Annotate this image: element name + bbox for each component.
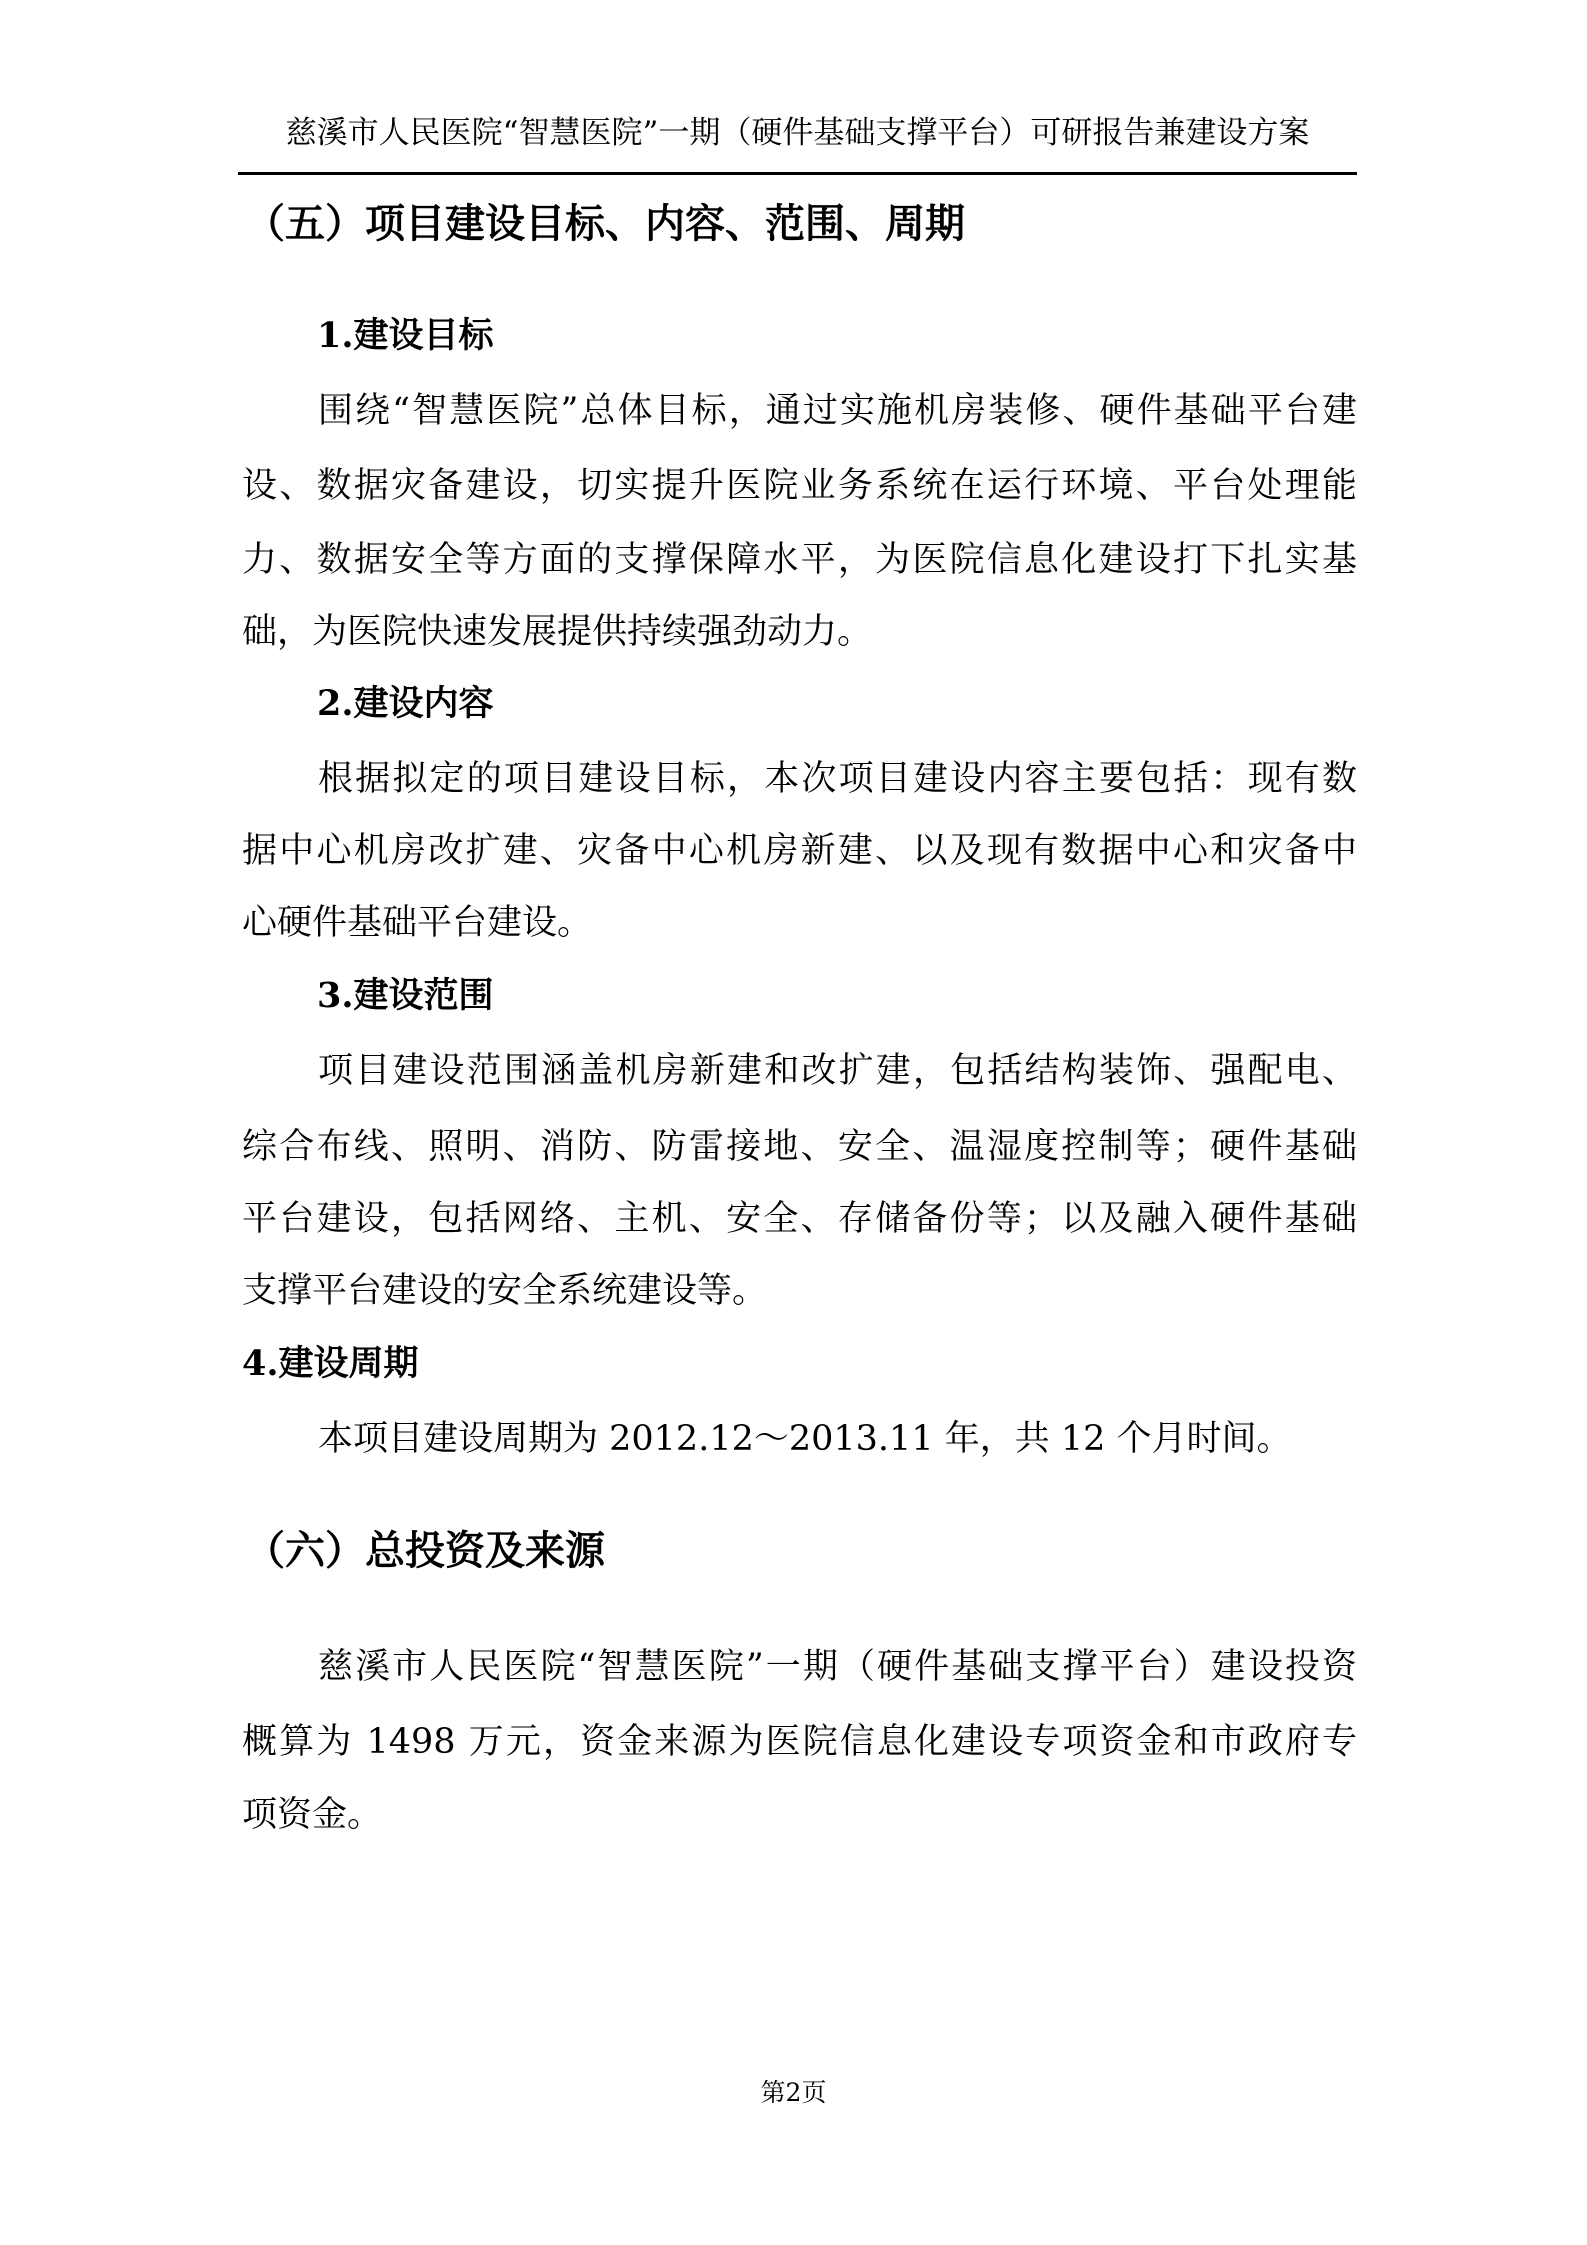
paragraph-line: 慈溪市人民医院“智慧医院”一期（硬件基础支撑平台）建设投资	[318, 1647, 1357, 1687]
page-header: 慈溪市人民医院“智慧医院”一期（硬件基础支撑平台）可研报告兼建设方案	[285, 115, 1310, 151]
section-heading-6: （六）总投资及来源	[245, 1527, 605, 1574]
paragraph-line: 平台建设，包括网络、主机、安全、存储备份等；以及融入硬件基础	[242, 1199, 1357, 1239]
paragraph-line: 支撑平台建设的安全系统建设等。	[242, 1271, 768, 1311]
section-heading-5: （五）项目建设目标、内容、范围、周期	[245, 200, 965, 247]
paragraph-line: 设、数据灾备建设，切实提升医院业务系统在运行环境、平台处理能	[242, 466, 1357, 506]
paragraph-line: 根据拟定的项目建设目标，本次项目建设内容主要包括：现有数	[318, 759, 1357, 799]
paragraph-line: 项目建设范围涵盖机房新建和改扩建，包括结构装饰、强配电、	[318, 1051, 1357, 1091]
page-number: 第2页	[760, 2078, 827, 2107]
paragraph-line: 综合布线、照明、消防、防雷接地、安全、温湿度控制等；硬件基础	[242, 1127, 1357, 1167]
paragraph-line: 据中心机房改扩建、灾备中心机房新建、以及现有数据中心和灾备中	[242, 831, 1357, 871]
paragraph-line: 项资金。	[242, 1795, 383, 1835]
header-divider	[238, 172, 1357, 175]
paragraph-line: 础，为医院快速发展提供持续强劲动力。	[242, 612, 873, 652]
subheading-scope: 3.建设范围	[317, 975, 494, 1016]
paragraph-line: 概算为 1498 万元，资金来源为医院信息化建设专项资金和市政府专	[242, 1722, 1357, 1762]
subheading-content: 2.建设内容	[317, 683, 494, 724]
paragraph-line: 力、数据安全等方面的支撑保障水平，为医院信息化建设打下扎实基	[242, 540, 1357, 580]
paragraph-line: 本项目建设周期为 2012.12～2013.11 年，共 12 个月时间。	[318, 1419, 1292, 1459]
subheading-period: 4.建设周期	[242, 1343, 419, 1384]
paragraph-line: 心硬件基础平台建设。	[242, 903, 593, 943]
subheading-goal: 1.建设目标	[317, 315, 494, 356]
paragraph-line: 围绕“智慧医院”总体目标，通过实施机房装修、硬件基础平台建	[318, 391, 1357, 431]
